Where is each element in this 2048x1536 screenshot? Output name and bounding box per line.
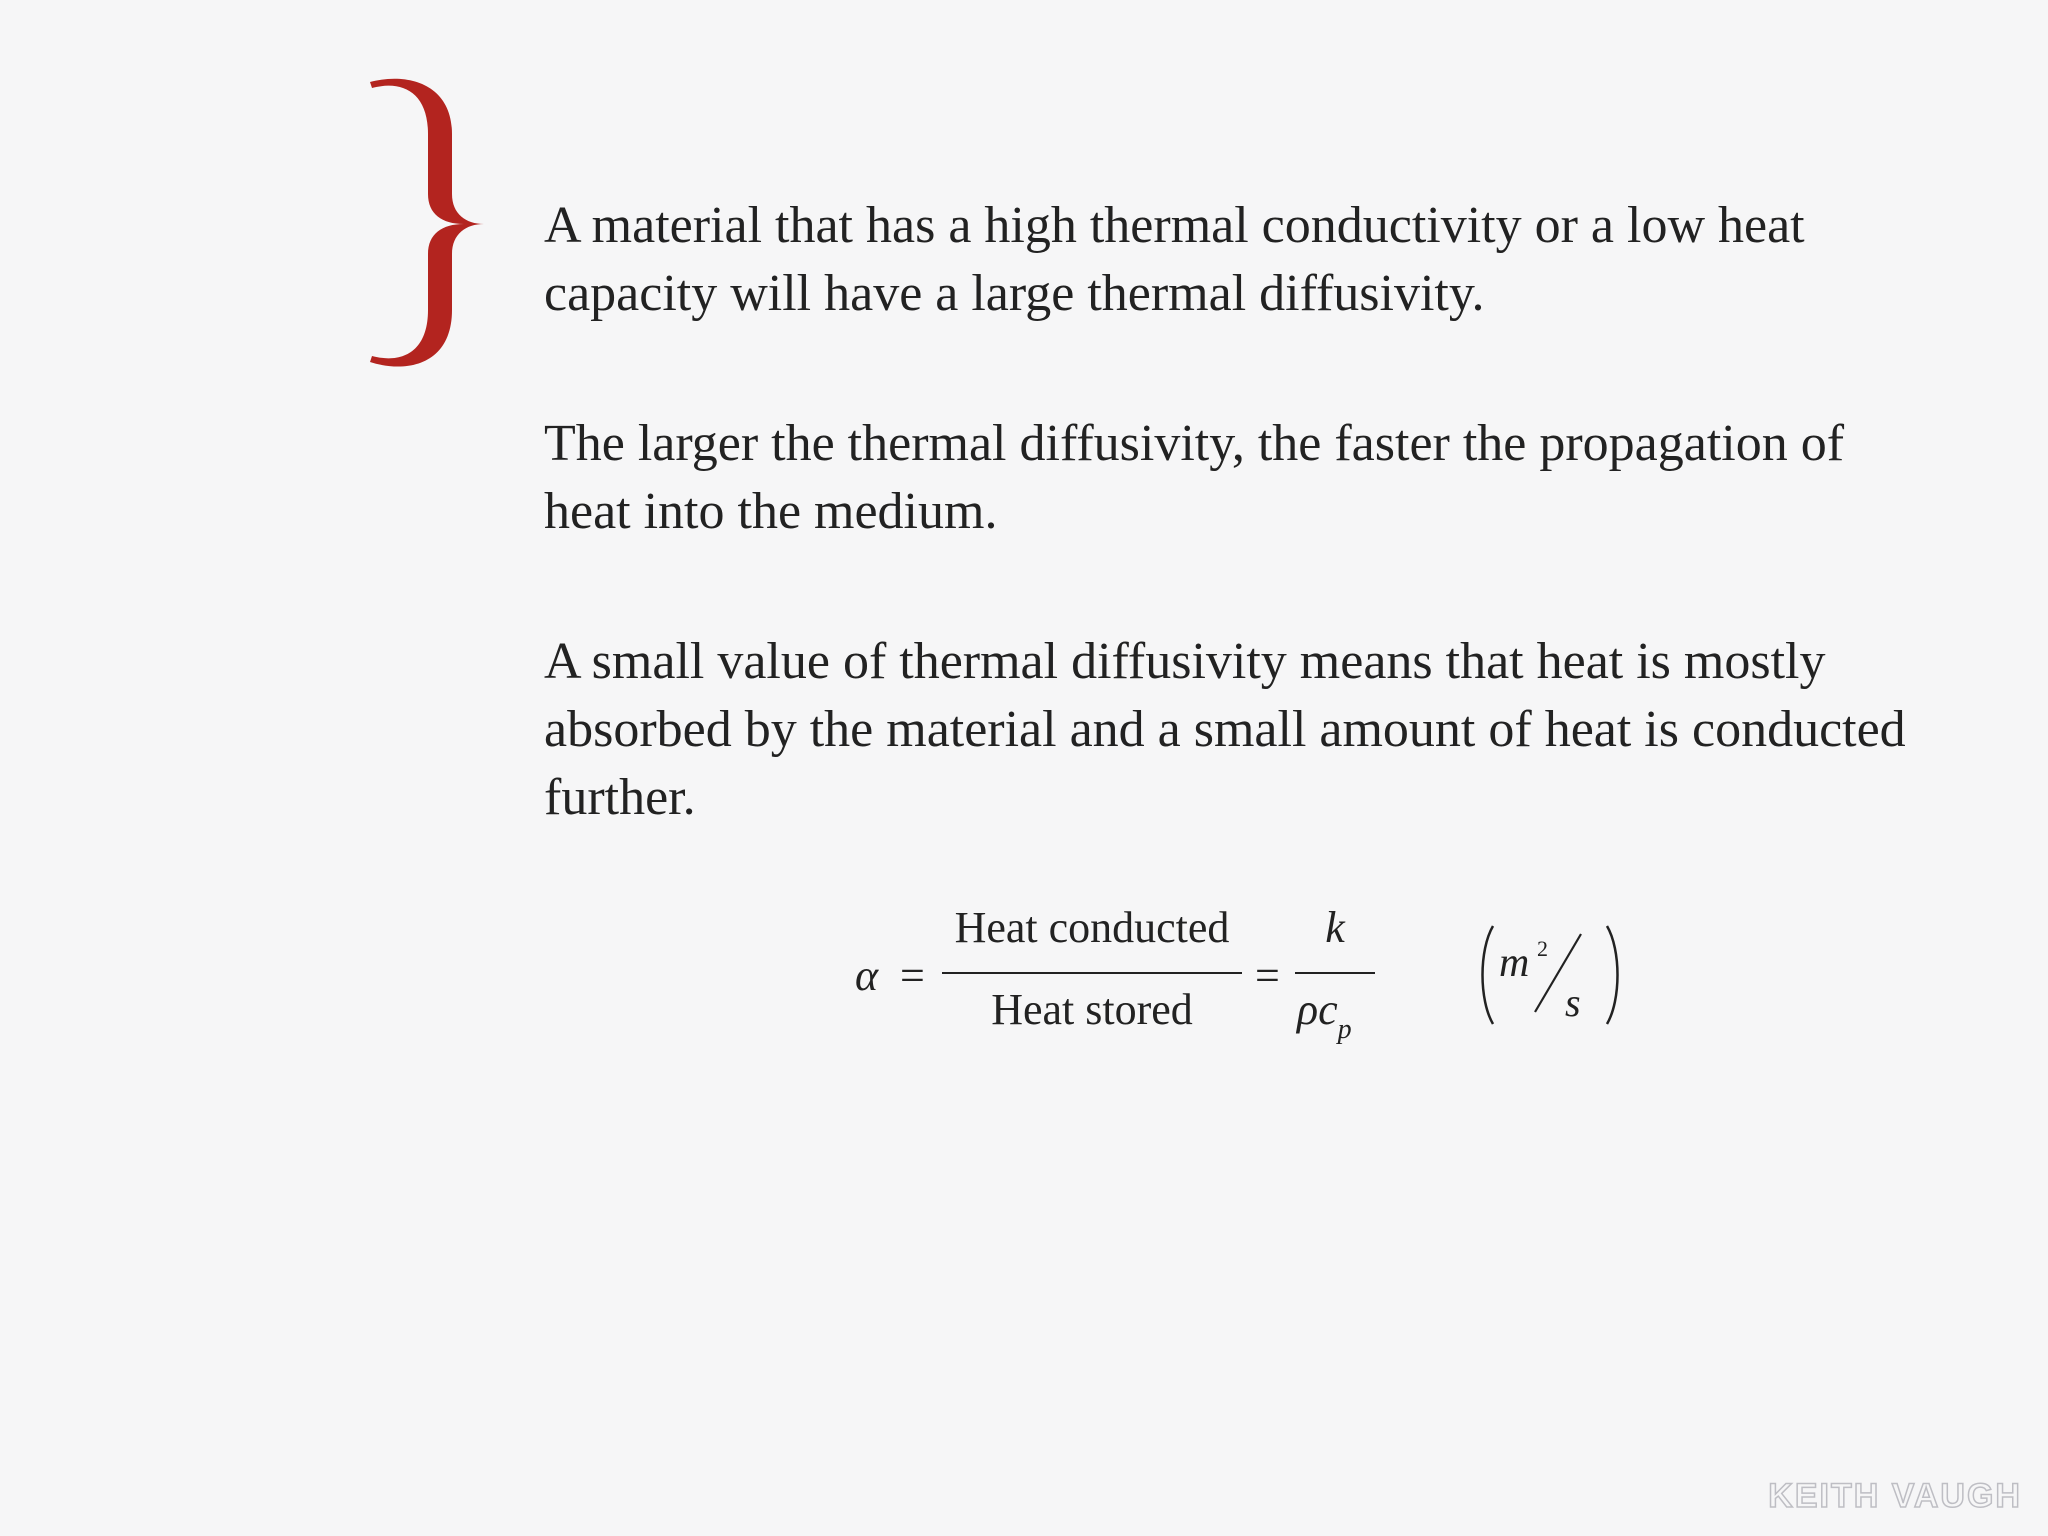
alpha-symbol: α — [855, 951, 879, 1000]
fraction-numerator: Heat conducted — [954, 903, 1230, 952]
unit-exponent: 2 — [1537, 936, 1548, 961]
equals-sign-1: = — [900, 951, 925, 1000]
curly-brace-icon — [368, 74, 488, 370]
units-m2-per-s — [1475, 920, 1625, 1030]
rho-cp — [1297, 984, 1352, 1045]
subscript-p: p — [1337, 1014, 1352, 1045]
paragraph-propagation: The larger the thermal diffusivity, the faster the propagation of heat into the medium. — [544, 415, 1845, 540]
author-watermark: KEITH VAUGH — [1768, 1477, 2022, 1515]
rho-c-text: ρc — [1297, 985, 1338, 1034]
unit-m: m — [1499, 940, 1530, 986]
equals-sign-2: = — [1255, 951, 1280, 1000]
paragraph-small-diffusivity: A small value of thermal diffusivity means that heat is mostly absorbed by the material and a small amount of heat is conducted further. — [544, 633, 1906, 826]
fraction-bar-2 — [1295, 972, 1375, 974]
paragraph-high-diffusivity: A material that has a high thermal conductivity or a low heat capacity will have a large thermal diffusivity. — [544, 197, 1805, 322]
conductivity-k: k — [1325, 903, 1345, 952]
fraction-denominator: Heat stored — [991, 985, 1193, 1034]
thermal-diffusivity-equation — [855, 903, 1635, 1048]
fraction-bar-1 — [942, 972, 1242, 974]
unit-s: s — [1565, 980, 1581, 1025]
